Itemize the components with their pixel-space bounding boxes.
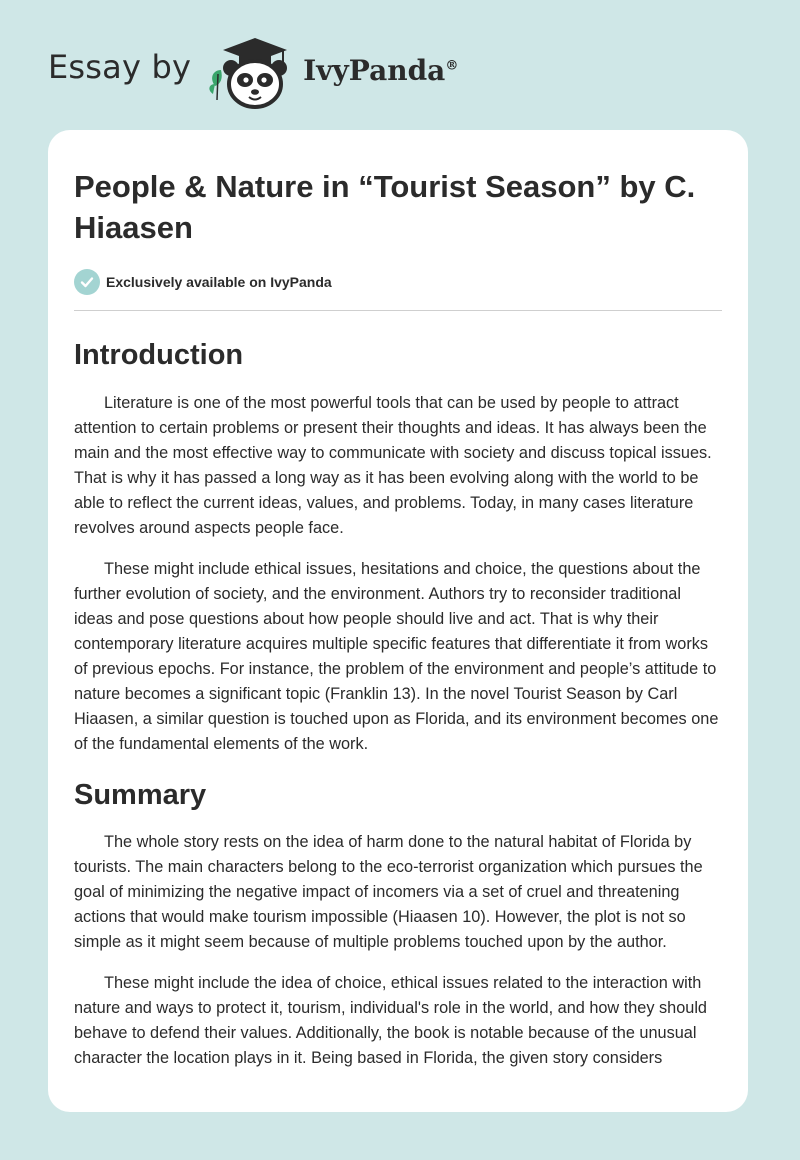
panda-graduation-cap-icon [205,34,301,110]
paragraph: The whole story rests on the idea of harm done to the natural habitat of Florida by tourists. The main characters belong to the eco-terrorist organization which pursues the goal of minimizing the negative impact of incomers via a set of cruel and threatening actions that would make tourism impossible (Hiaasen 10). However, the plot is not so simple as it might seem because of multiple problems touched upon by the author. [74,833,703,951]
section-heading-summary: Summary [74,779,207,811]
ivypanda-logo[interactable] [205,34,458,110]
page-title: People & Nature in “Tourist Season” by C. Hiaasen [74,169,696,245]
paragraph: These might include ethical issues, hesitations and choice, the questions about the further evolution of society, and the environment. Authors try to reconsider traditional ideas and pose questions about how people should live and act. That is why their contemporary literature acquires multiple specific features that differentiate it from works of previous epochs. For instance, the problem of the environment and people’s attitude to nature becomes a significant topic (Franklin 13). In the novel Tourist Season by Carl Hiaasen, a similar question is touched upon as Florida, and its environment becomes one of the fundamental elements of the work. [74,560,719,753]
divider [74,310,722,311]
brand-name: IvyPanda® [303,53,459,87]
section-heading-introduction: Introduction [74,339,244,371]
paragraph: These might include the idea of choice, ethical issues related to the interaction with nature and ways to protect it, tourism, individual's role in the world, and how they should behave to defend their values. Additionally, the book is notable because of the unusual character the location plays in it. Being based in Florida, the given story considers [74,974,707,1067]
exclusive-label: Exclusively available on IvyPanda [106,274,332,290]
paragraph: Literature is one of the most powerful tools that can be used by people to attract attention to certain problems or present their thoughts and ideas. It has always been the main and the most effective way to communicate with society and discuss topical issues. That is why it has passed a long way as it has been evolving along with the world to be able to reflect the current ideas, values, and problems. Today, in many cases literature revolves around aspects people face. [74,394,712,537]
essay-by-label: Essay by [48,48,192,86]
site-header [48,32,468,112]
check-circle-icon [74,269,100,295]
registered-mark: ® [445,58,459,74]
essay-card [48,130,748,1112]
exclusive-badge [74,268,722,296]
